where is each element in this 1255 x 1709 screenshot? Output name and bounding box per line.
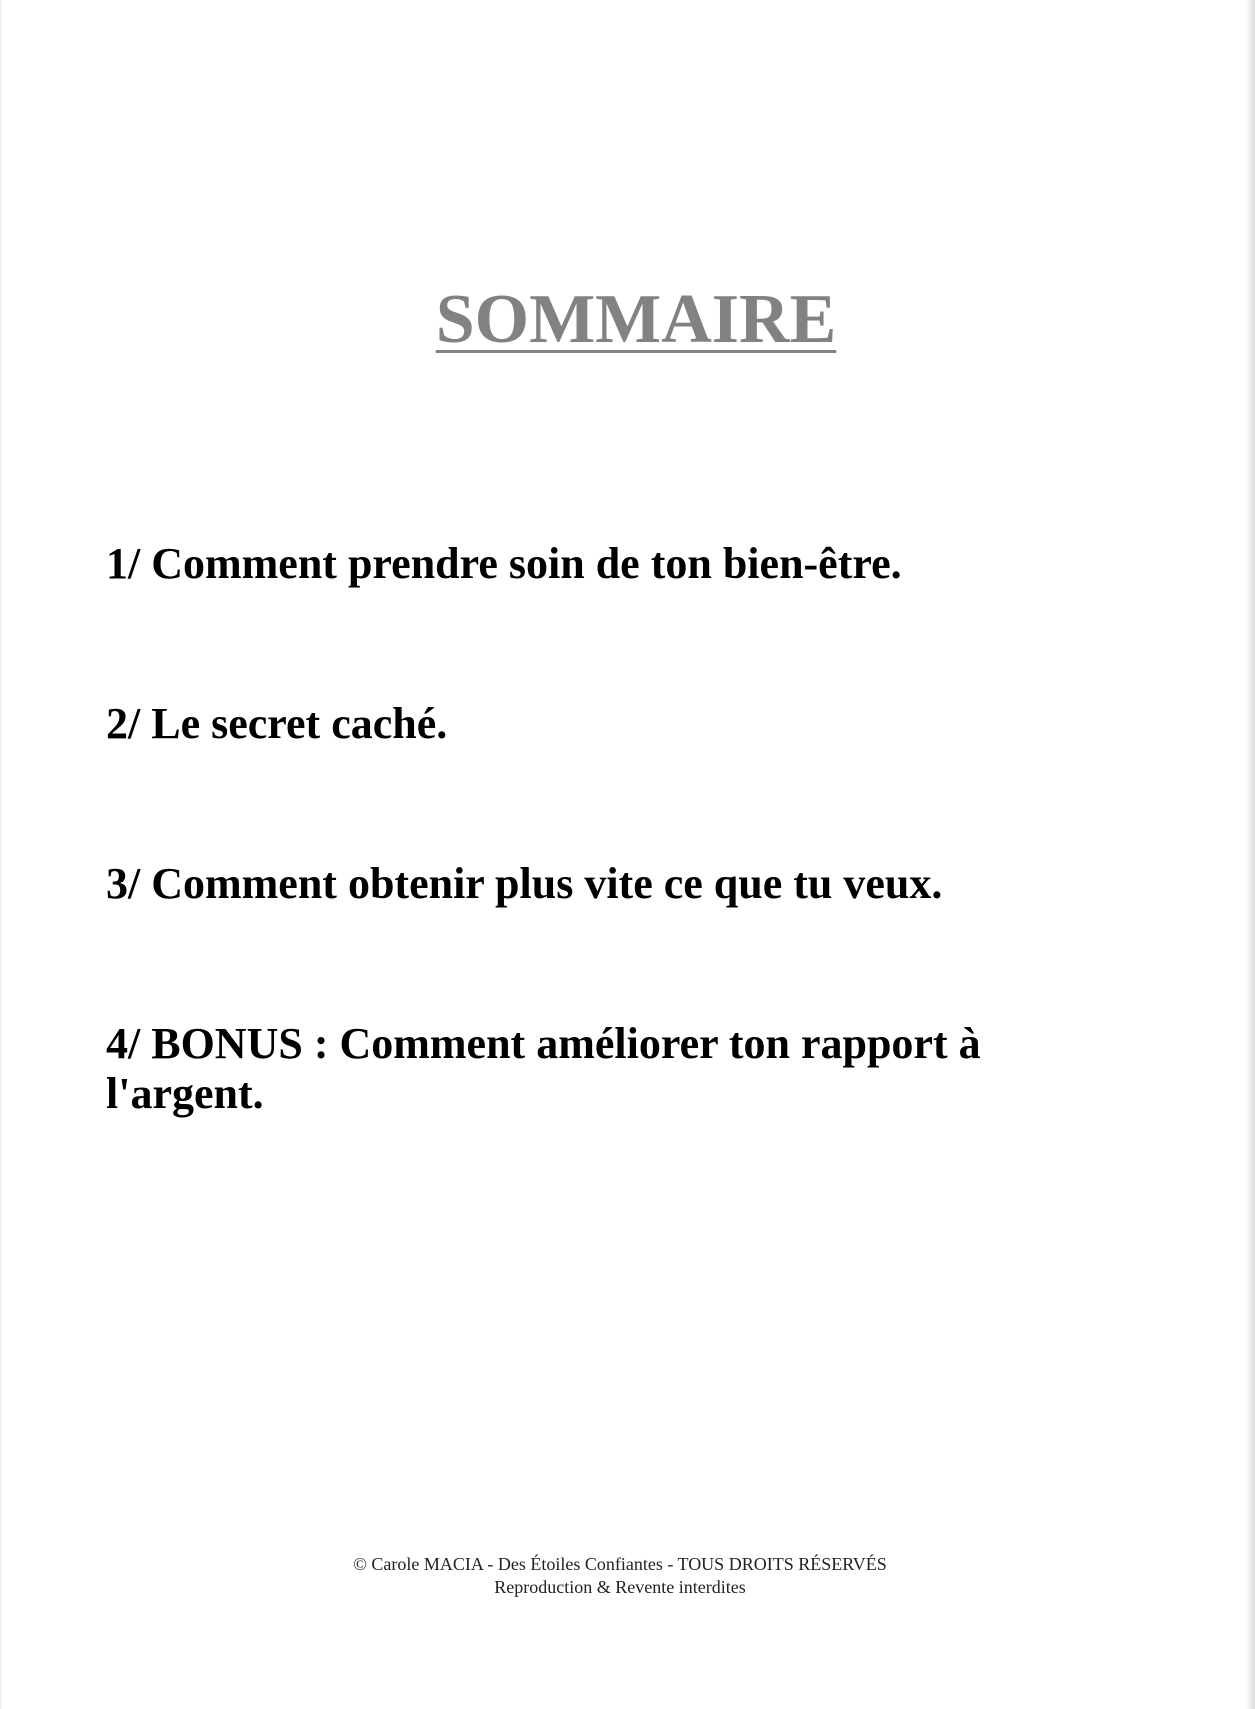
toc-item-1: 1/ Comment prendre soin de ton bien-être.	[106, 539, 902, 588]
toc-item-4: 4/ BONUS : Comment améliorer ton rapport à l'argent.	[106, 1019, 981, 1118]
footer-copyright: © Carole MACIA - Des Étoiles Confiantes - TOUS DROITS RÉSERVÉS	[353, 1554, 887, 1574]
page-right-edge-shadow	[1246, 0, 1255, 1709]
toc-item-2: 2/ Le secret caché.	[106, 699, 448, 748]
page-title: SOMMAIRE	[435, 280, 837, 358]
toc-item-3: 3/ Comment obtenir plus vite ce que tu veux.	[106, 859, 943, 908]
footer-notice: Reproduction & Revente interdites	[494, 1577, 746, 1597]
page-left-edge	[0, 0, 2, 1709]
page-footer	[0, 1553, 1240, 1599]
